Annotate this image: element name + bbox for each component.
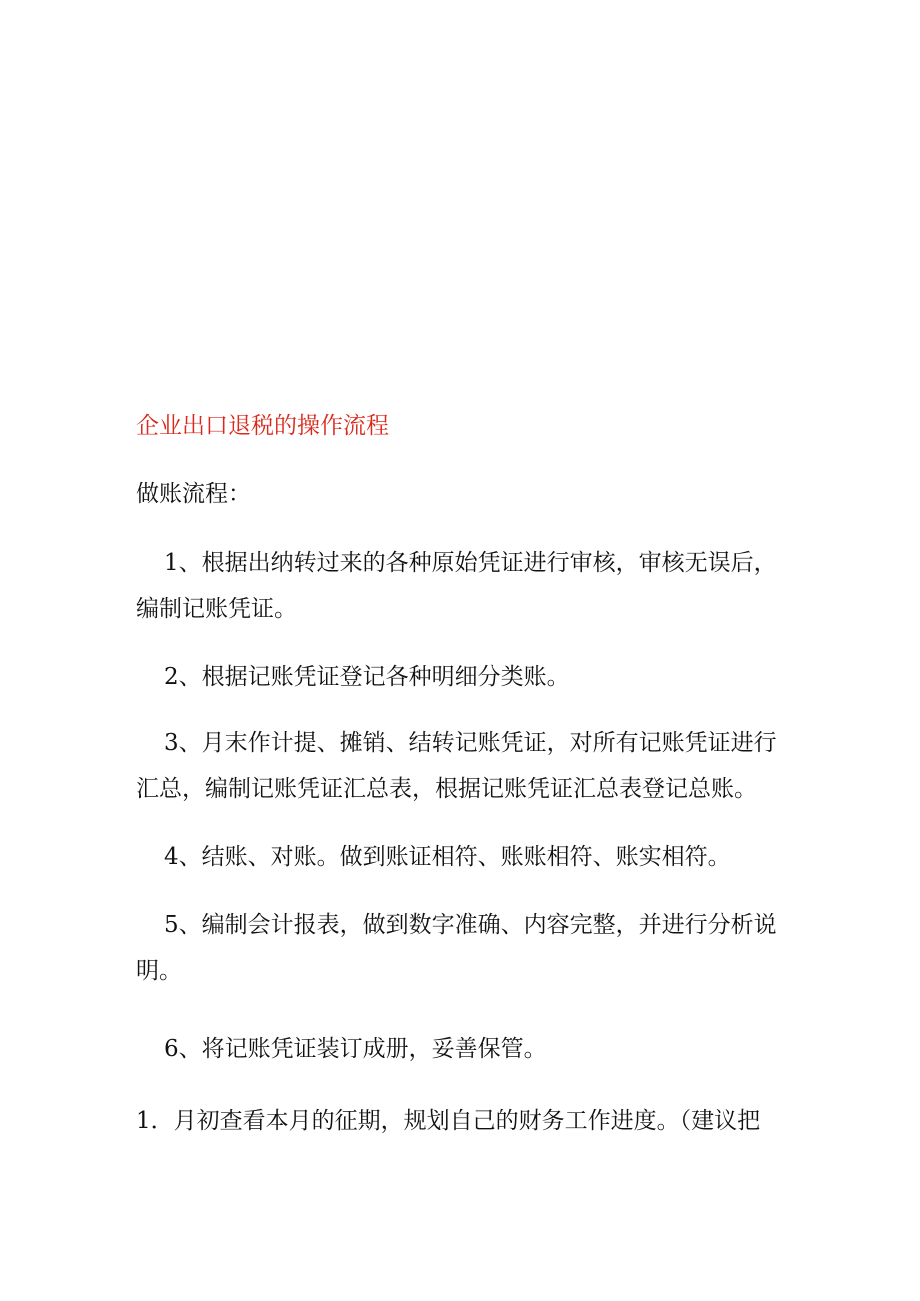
step-text: 、根据记账凭证登记各种明细分类账。 [178, 664, 570, 690]
step-2 [136, 654, 786, 700]
step-number: 6 [164, 1036, 179, 1062]
step-6 [136, 1026, 786, 1072]
step-text: 、编制会计报表，做到数字准确、内容完整，并进行分析说明。 [136, 912, 777, 984]
step-number: 1 [164, 550, 179, 576]
step-text: 、月末作计提、摊销、结转记账凭证，对所有记账凭证进行汇总，编制记账凭证汇总表，根据记账凭证汇总表登记总账。 [136, 730, 777, 802]
step-4 [136, 834, 786, 880]
step-text: 、根据出纳转过来的各种原始凭证进行审核，审核无误后，编制记账凭证。 [136, 550, 777, 622]
step-text: 、将记账凭证装订成册，妥善保管。 [178, 1036, 547, 1062]
step-1 [136, 540, 786, 632]
step-text: 、结账、对账。做到账证相符、账账相符、账实相符。 [178, 844, 731, 870]
step-number: 5 [164, 912, 179, 938]
step-3 [136, 720, 786, 812]
section-heading: 做账流程： [136, 481, 251, 507]
step-5 [136, 902, 786, 994]
document-title: 企业出口退税的操作流程 [136, 413, 389, 439]
task-text: ．月初查看本月的征期，规划自己的财务工作进度。（建议把 [150, 1108, 761, 1134]
monthly-task-1 [136, 1098, 796, 1144]
task-number: 1 [136, 1108, 151, 1134]
step-number: 2 [164, 664, 179, 690]
step-number: 4 [164, 844, 179, 870]
step-number: 3 [164, 730, 179, 756]
